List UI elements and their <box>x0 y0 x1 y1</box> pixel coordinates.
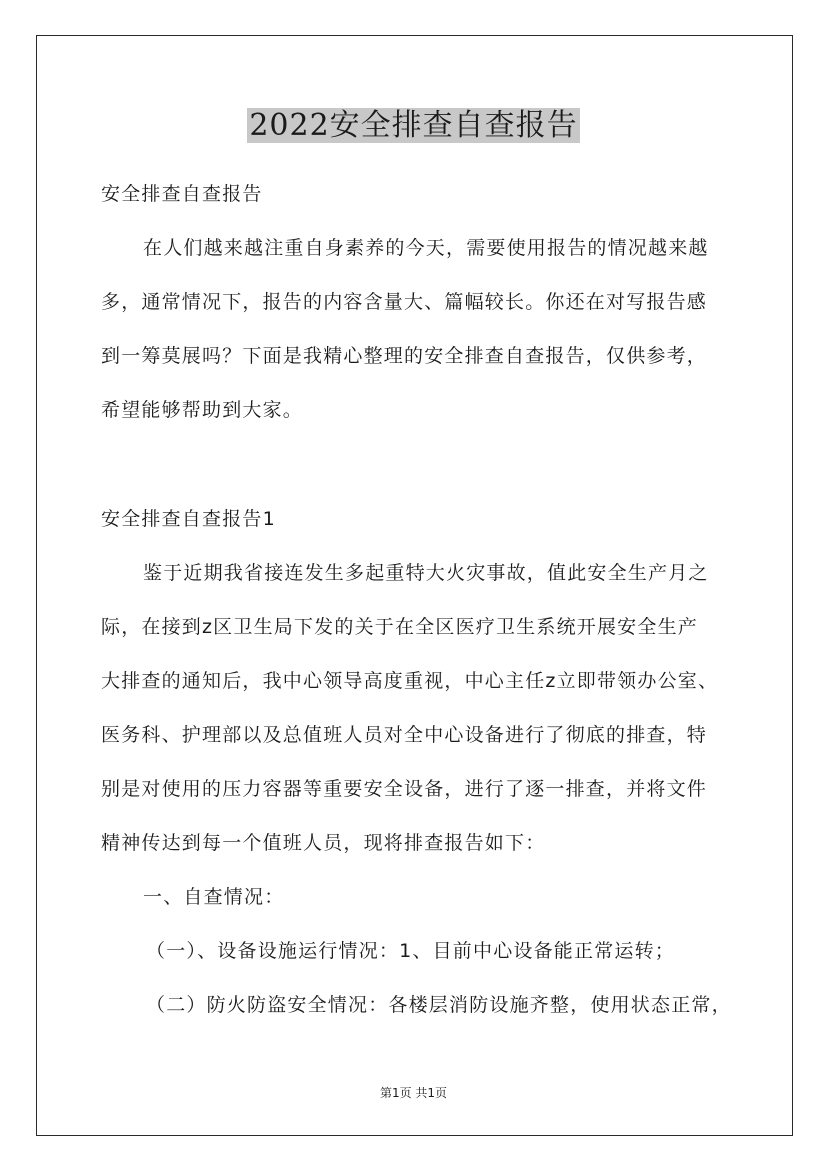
item-line-1: （一）、设备设施运行情况：1、目前中心设备能正常运转； <box>146 940 675 962</box>
section1-line-3: 大排查的通知后，我中心领导高度重视，中心主任z立即带领办公室、 <box>101 670 719 692</box>
section1-line-4: 医务科、护理部以及总值班人员对全中心设备进行了彻底的排查，特 <box>101 724 708 746</box>
section1-heading: 安全排查自查报告1 <box>101 508 276 530</box>
item-line-2: （二）防火防盗安全情况：各楼层消防设施齐整，使用状态正常， <box>146 994 732 1016</box>
item-heading: 一、自查情况： <box>143 886 285 908</box>
section1-line-1: 鉴于近期我省接连发生多起重特大火灾事故，值此安全生产月之 <box>143 562 709 584</box>
document-title: 2022安全排查自查报告 <box>249 108 578 143</box>
section1-line-2: 际，在接到z区卫生局下发的关于在全区医疗卫生系统开展安全生产 <box>101 616 698 638</box>
intro-line-4: 希望能够帮助到大家。 <box>101 399 304 421</box>
section1-line-5: 别是对使用的压力容器等重要安全设备，进行了逐一排查，并将文件 <box>101 778 708 800</box>
intro-line-3: 到一筹莫展吗？下面是我精心整理的安全排查自查报告，仅供参考， <box>101 345 708 367</box>
intro-line-1: 在人们越来越注重自身素养的今天，需要使用报告的情况越来越 <box>143 237 709 259</box>
document-subtitle: 安全排查自查报告 <box>101 183 263 205</box>
document-title-wrap <box>0 100 827 144</box>
page-footer: 第1页 共1页 <box>379 1086 448 1100</box>
intro-line-2: 多，通常情况下，报告的内容含量大、篇幅较长。你还在对写报告感 <box>101 291 708 313</box>
section1-line-6: 精神传达到每一个值班人员，现将排查报告如下： <box>101 832 546 854</box>
